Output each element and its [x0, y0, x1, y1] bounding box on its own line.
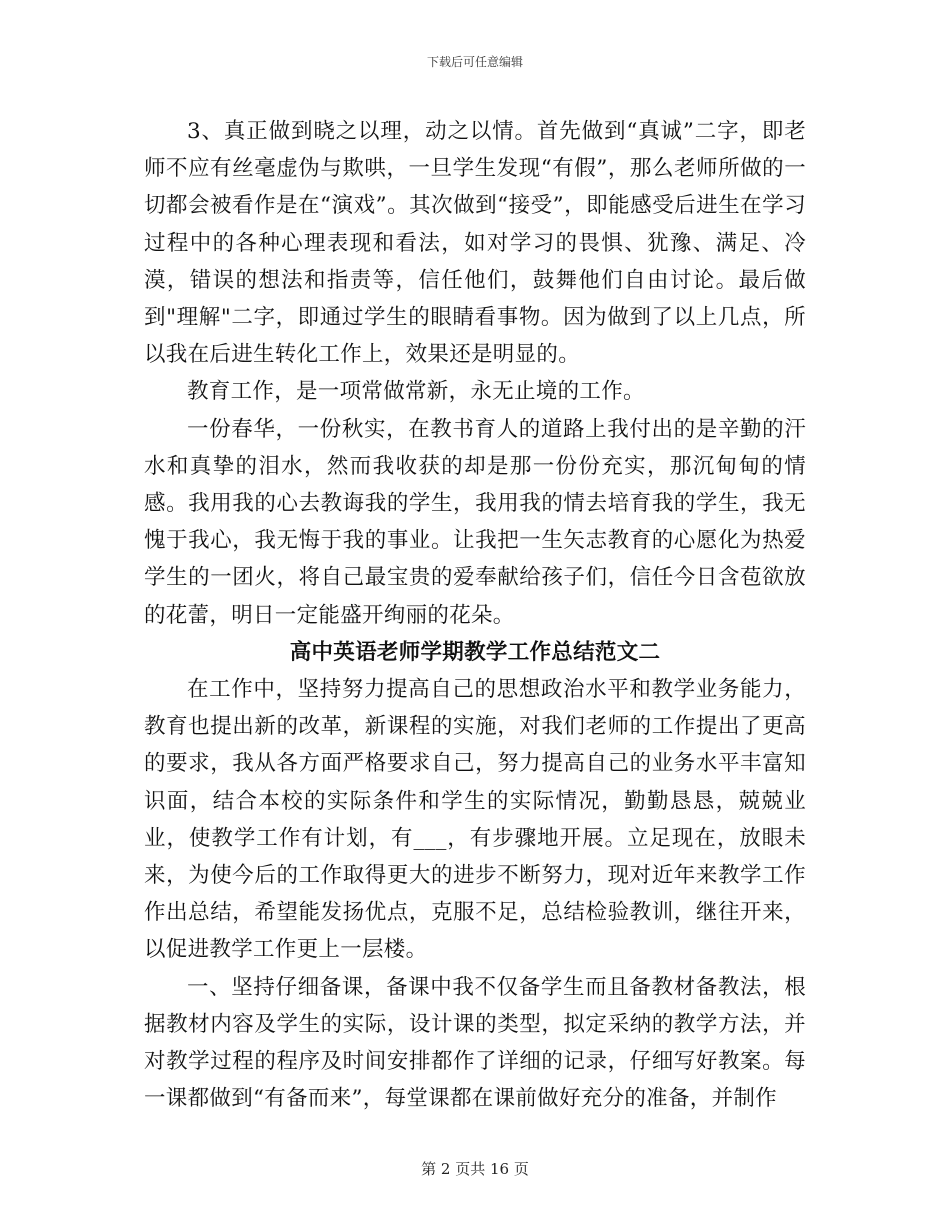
paragraph-reasoning-emotion: 3、真正做到晓之以理，动之以情。首先做到“真诚”二字，即老师不应有丝毫虚伪与欺哄，一旦学生发现“有假”，那么老师所做的一切都会被看作是在“演戏”。其次做到“接受”，即能感受后进生在学习过程中的各种心理表现和看法，如对学习的畏惧、犹豫、满足、冷漠，错误的想法和指责等，信任他们，鼓舞他们自由讨论。最后做到"理解"二字，即通过学生的眼睛看事物。因为做到了以上几点，所以我在后进生转化工作上，效果还是明显的。 [144, 119, 806, 368]
document-body [144, 113, 806, 1117]
paragraph-work-summary: 在工作中，坚持努力提高自己的思想政治水平和教学业务能力，教育也提出新的改革，新课程的实施，对我们老师的工作提出了更高的要求，我从各方面严格要求自己，努力提高自己的业务水平丰富知识面，结合本校的实际条件和学生的实际情况，勤勤恳恳，兢兢业业，使教学工作有计划，有___，有步骤地开展。立足现在，放眼未来，为使今后的工作取得更大的进步不断努力，现对近年来教学工作作出总结，希望能发扬优点，克服不足，总结检验教训，继往开来，以促进教学工作更上一层楼。 [144, 677, 806, 963]
section-title: 高中英语老师学期教学工作总结范文二 [289, 639, 661, 665]
page-footer: 第 2 页共 16 页 [421, 1160, 529, 1178]
paragraph-lesson-prep: 一、坚持仔细备课，备课中我不仅备学生而且备教材备教法，根据教材内容及学生的实际，设计课的类型，拟定采纳的教学方法，并对教学过程的程序及时间安排都作了详细的记录，仔细写好教案。每一课都做到“有备而来”，每堂课都在课前做好充分的准备，并制作 [144, 974, 806, 1112]
paragraph-education-work: 教育工作，是一项常做常新，永无止境的工作。 [187, 379, 645, 405]
page-header: 下载后可任意编辑 [426, 55, 523, 69]
paragraph-spring-autumn: 一份春华，一份秋实，在教书育人的道路上我付出的是辛勤的汗水和真挚的泪水，然而我收获的却是那一份份充实，那沉甸甸的情感。我用我的心去教诲我的学生，我用我的情去培育我的学生，我无愧于我心，我无悔于我的事业。让我把一生矢志教育的心愿化为热爱学生的一团火，将自己最宝贵的爱奉献给孩子们，信任今日含苞欲放的花蕾，明日一定能盛开绚丽的花朵。 [144, 416, 806, 628]
